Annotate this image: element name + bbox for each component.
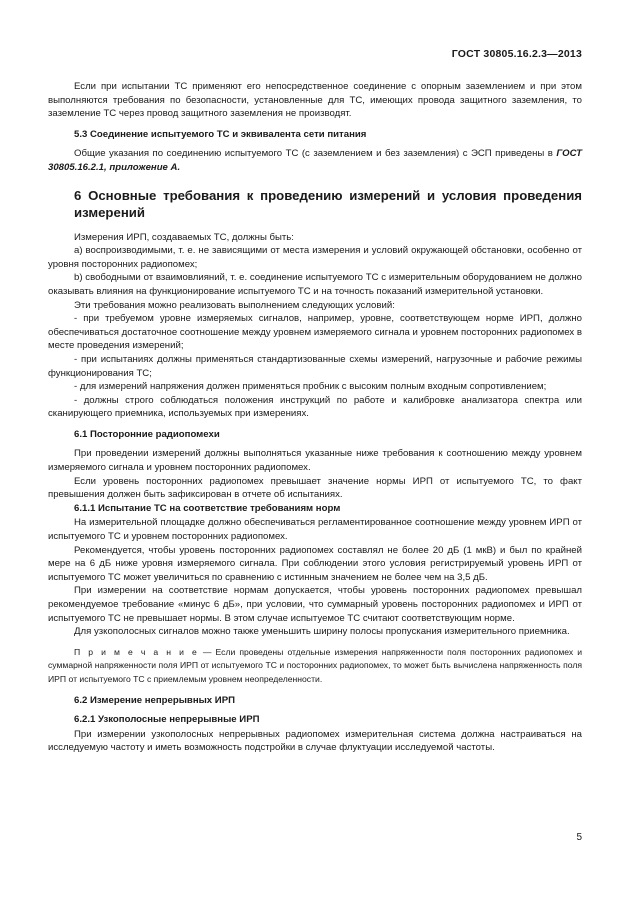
paragraph-6-2-1: При измерении узкополосных непрерывных радиопомех измерительная система должна настраиваться на исследуемую частоту и иметь возможность подстройки в случае флуктуации исследуемой частоты. [48, 728, 582, 754]
note-label: П р и м е ч а н и е [74, 646, 199, 657]
condition-item-3: - для измерений напряжения должен применяться пробник с высоким полным входным сопротивлением; [74, 381, 547, 393]
subsection-heading-6-2-1: 6.2.1 Узкополосные непрерывные ИРП [74, 714, 260, 726]
paragraph-5-3 [48, 147, 582, 174]
note-text: — Если проведены отдельные измерения напряженности поля посторонних радиопомех и суммарной напряженности поля ИРП от испытуемого ТС и посторонних радиопомех, то может быть вычислена напряженность поля ИРП от испытуемого ТС с приемлемым уровнем неопределенности. [48, 646, 583, 684]
standard-reference: ГОСТ 30805.16.2.1, приложение А. [48, 148, 582, 173]
paragraph-6-1-1-c: При измерении на соответствие нормам допускается, чтобы уровень посторонних радиопомех превышал рекомендуемое требование «минус 6 дБ», при условии, что суммарный уровень посторонних радиопомех и ИРП от испытуемого ТС не превышает нормы. В этом случае испытуемое ТС считают соответствующим норме. [48, 585, 582, 624]
page-number: 5 [576, 832, 582, 843]
paragraph-6-1-b: Если уровень посторонних радиопомех превышает значение нормы ИРП от испытуемого ТС, то факт превышения должен быть зафиксирован в отчете об испытаниях. [48, 475, 582, 501]
condition-item-4: - должны строго соблюдаться положения инструкций по работе и калибровке анализатора спектра или сканирующего приемника, используемых при измерениях. [48, 394, 582, 420]
paragraph-conditions-intro: Эти требования можно реализовать выполнением следующих условий: [74, 299, 395, 311]
paragraph-grounding: Если при испытании ТС применяют его непосредственное соединение с опорным заземлением и при этом выполняются требования по безопасности, установленные для ТС, имеющих провода защитного заземления, то заземление ТС через провод защитного заземления не производят. [48, 81, 582, 120]
paragraph-6-1-a: При проведении измерений должны выполняться указанные ниже требования к соотношению между уровнем измеряемого сигнала и уровнем посторонних радиопомех. [48, 448, 582, 474]
list-item-b: b) свободными от взаимовлияний, т. е. соединение испытуемого ТС с измерительным оборудованием не должно оказывать влияния на функционирование испытуемого ТС и на точность показаний измерительной установки. [48, 272, 582, 297]
document-code-header: ГОСТ 30805.16.2.3—2013 [451, 48, 582, 60]
condition-item-2: - при испытаниях должны применяться стандартизованные схемы измерений, нагрузочные и рабочие режимы функционирования ТС; [48, 353, 582, 379]
section-heading-6-1: 6.1 Посторонние радиопомехи [74, 428, 220, 440]
paragraph-6-1-1-a: На измерительной площадке должно обеспечиваться регламентированное соотношение между уровнем ИРП от испытуемого ТС и уровнем посторонних радиопомех. [48, 517, 582, 543]
subsection-heading-6-1-1: 6.1.1 Испытание ТС на соответствие требованиям норм [74, 502, 341, 514]
paragraph-6-1-1-b: Рекомендуется, чтобы уровень посторонних радиопомех составлял не более 20 дБ (1 мкВ) и был по крайней мере на 6 дБ ниже уровня измеряемого сигнала. При соблюдении этого условия регистрируемый уровень ИРП от испытуемого ТС может увеличиться по сравнению с истинным значением не более чем на 3,5 дБ. [48, 544, 582, 583]
section-heading-6-2: 6.2 Измерение непрерывных ИРП [74, 694, 235, 706]
paragraph-5-3-text: Общие указания по соединению испытуемого ТС (с заземлением и без заземления) с ЭСП приведены в [74, 148, 553, 160]
paragraph-6-1-1-d: Для узкополосных сигналов можно также уменьшить ширину полосы пропускания измерительного приемника. [74, 626, 570, 638]
list-item-a: а) воспроизводимыми, т. е. не зависящими от места измерения и условий окружающей обстановки, особенно от уровня посторонних радиопомех; [48, 245, 582, 270]
paragraph-6-intro: Измерения ИРП, создаваемых ТС, должны быть: [74, 231, 294, 243]
note-paragraph [48, 646, 582, 687]
section-heading-5-3: 5.3 Соединение испытуемого ТС и эквивалента сети питания [74, 128, 367, 140]
page-content [48, 80, 582, 755]
chapter-heading-6: 6 Основные требования к проведению измерений и условия проведения измерений [74, 187, 582, 220]
condition-item-1: - при требуемом уровне измеряемых сигналов, например, уровне, соответствующем норме ИРП, должно обеспечиваться достаточное соотношение между уровнем измеряемого сигнала и уровнем посторонних радиопомех в месте проведения измерений; [48, 313, 582, 352]
